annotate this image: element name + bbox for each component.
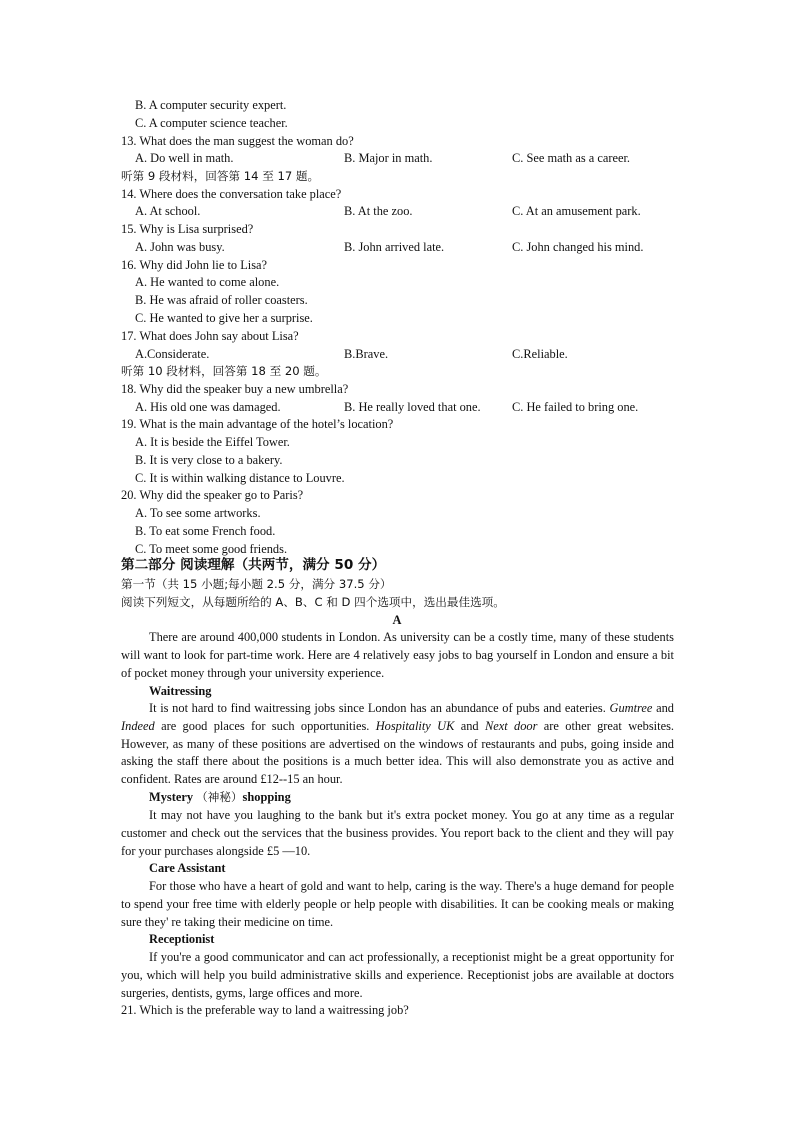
q13-option-a: A. Do well in math. — [135, 151, 234, 165]
q12-option-b: B. A computer security expert. — [135, 98, 287, 112]
q15-option-c: C. John changed his mind. — [512, 240, 644, 254]
site-indeed: Indeed — [121, 718, 155, 733]
q19-option-c: C. It is within walking distance to Louvre. — [135, 471, 345, 485]
heading-care-assistant: Care Assistant — [149, 861, 226, 875]
q14-stem: 14. Where does the conversation take place? — [121, 187, 342, 201]
q14-option-b: B. At the zoo. — [344, 204, 413, 218]
q17-stem: 17. What does John say about Lisa? — [121, 329, 299, 343]
q15-stem: 15. Why is Lisa surprised? — [121, 222, 254, 236]
q18-option-c: C. He failed to bring one. — [512, 400, 639, 414]
care-assistant-paragraph: For those who have a heart of gold and want to help, caring is the way. There's a huge demand for people to spend your free time with elderly people or help people with disabilities. It can be cooking meals or making sure they' re taking their medicine on time. — [121, 879, 674, 929]
section-one-heading: 第一节（共 15 小题;每小题 2.5 分，满分 37.5 分） — [121, 577, 392, 591]
site-next-door: Next door — [484, 718, 538, 733]
mystery-shopping-paragraph: It may not have you laughing to the bank but it's extra pocket money. You go at any time as a regular customer and check out the services that the business provides. You report back to the client and they will pay for your purchases alongside £5 —10. — [121, 808, 674, 858]
q20-stem: 20. Why did the speaker go to Paris? — [121, 488, 304, 502]
q13-stem: 13. What does the man suggest the woman do? — [121, 134, 354, 148]
q16-option-a: A. He wanted to come alone. — [135, 275, 280, 289]
q18-option-a: A. His old one was damaged. — [135, 400, 281, 414]
reading-instruction: 阅读下列短文，从每题所给的 A、B、C 和 D 四个选项中，选出最佳选项。 — [121, 595, 505, 609]
q21-stem: 21. Which is the preferable way to land a waitressing job? — [121, 1003, 409, 1017]
q19-option-b: B. It is very close to a bakery. — [135, 453, 283, 467]
q18-option-b: B. He really loved that one. — [344, 400, 481, 414]
q17-option-a: A.Considerate. — [135, 347, 210, 361]
waitressing-paragraph: It is not hard to find waitressing jobs since London has an abundance of pubs and eateries. Gumtree and Indeed are good places for such opportunities. Hospitality UK and Next door are other great websites. However, as many of these positions are advertised on the windows of restaurants and pubs, going inside and asking the staff there about the positions is a much better idea. This will also demonstrate you as active and confident. Rates are around £12--15 an hour. — [121, 701, 674, 787]
q16-stem: 16. Why did John lie to Lisa? — [121, 258, 268, 272]
passage-intro: There are around 400,000 students in London. As university can be a costly time, many of these students will want to look for part-time work. Here are 4 relatively easy jobs to bag yourself in London and ensure a bit of pocket money through your university experience. — [121, 630, 674, 680]
instruction-passage-9: 听第 9 段材料，回答第 14 至 17 题。 — [121, 169, 320, 183]
instruction-passage-10: 听第 10 段材料，回答第 18 至 20 题。 — [121, 364, 327, 378]
q13-option-b: B. Major in math. — [344, 151, 433, 165]
passage-label: A — [392, 613, 402, 627]
q12-option-c: C. A computer science teacher. — [135, 116, 288, 130]
site-hospitality-uk: Hospitality UK — [375, 718, 455, 733]
q16-option-c: C. He wanted to give her a surprise. — [135, 311, 313, 325]
q20-option-a: A. To see some artworks. — [135, 506, 261, 520]
q16-option-b: B. He was afraid of roller coasters. — [135, 293, 308, 307]
site-gumtree: Gumtree — [609, 701, 653, 715]
part-two-heading: 第二部分 阅读理解（共两节，满分 50 分） — [121, 557, 386, 573]
q18-stem: 18. Why did the speaker buy a new umbrella? — [121, 382, 349, 396]
q17-option-b: B.Brave. — [344, 347, 389, 361]
heading-mystery-shopping: Mystery （神秘）shopping — [149, 790, 291, 804]
q19-option-a: A. It is beside the Eiffel Tower. — [135, 435, 290, 449]
receptionist-paragraph: If you're a good communicator and can act professionally, a receptionist might be a great opportunity for you, which will help you build administrative skills and experience. Receptionist jobs are available at doctors surgeries, dentists, gyms, large offices and more. — [121, 950, 674, 1000]
q15-option-a: A. John was busy. — [135, 240, 225, 254]
q13-option-c: C. See math as a career. — [512, 151, 631, 165]
q17-option-c: C.Reliable. — [512, 347, 568, 361]
heading-waitressing: Waitressing — [149, 684, 212, 698]
q14-option-a: A. At school. — [135, 204, 201, 218]
q15-option-b: B. John arrived late. — [344, 240, 445, 254]
heading-receptionist: Receptionist — [149, 932, 215, 946]
q20-option-b: B. To eat some French food. — [135, 524, 276, 538]
q19-stem: 19. What is the main advantage of the hotel’s location? — [121, 417, 394, 431]
q14-option-c: C. At an amusement park. — [512, 204, 641, 218]
q20-option-c: C. To meet some good friends. — [135, 542, 288, 556]
